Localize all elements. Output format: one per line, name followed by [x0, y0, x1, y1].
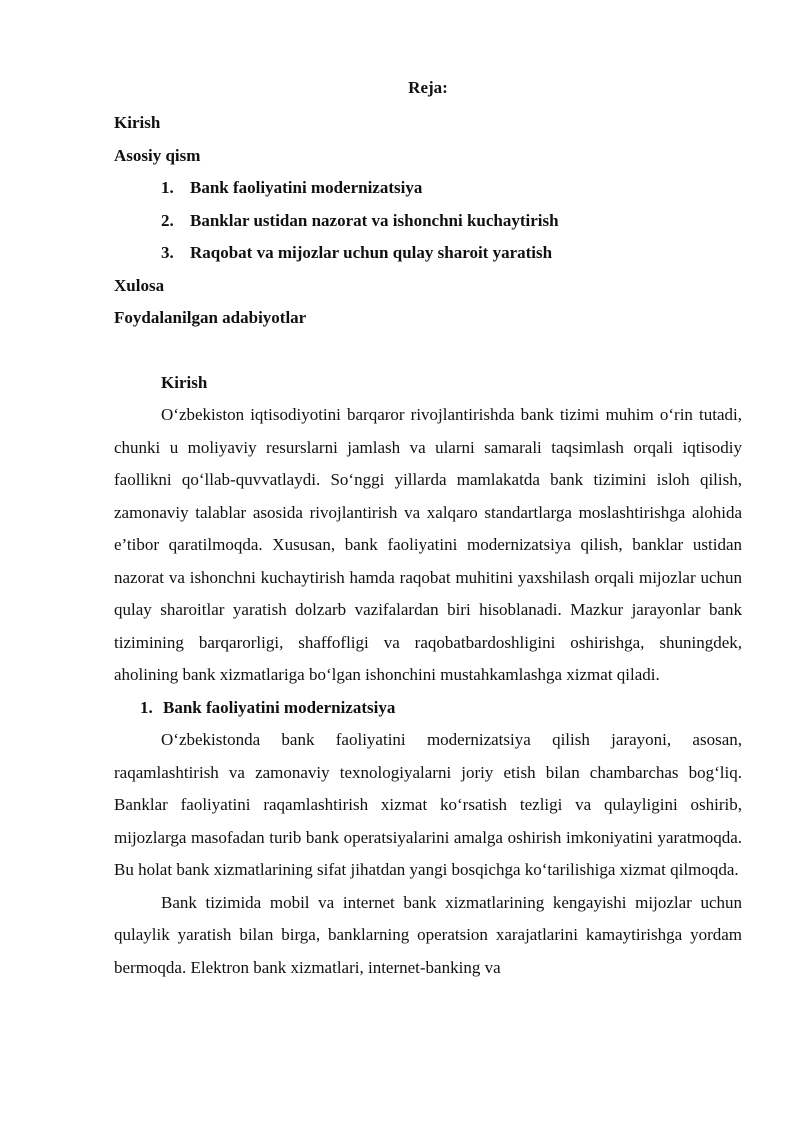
section-1-paragraph-2: Bank tizimida mobil va internet bank xizmatlarining kengayishi mijozlar uchun qulaylik yaratish bilan birga, banklarning operatsion xarajatlarini kamaytirishga yordam bermoqda. Elektron bank xizmatlari, internet-banking va — [114, 892, 742, 977]
plan-title: Reja: — [408, 78, 448, 97]
plan-item-label: Bank faoliyatini modernizatsiya — [190, 178, 423, 197]
plan-item — [114, 237, 742, 270]
plan-item — [114, 205, 742, 238]
plan-item — [114, 172, 742, 205]
plan-item-number: 1. — [161, 178, 174, 197]
plan-conclusion: Xulosa — [114, 275, 165, 295]
intro-heading: Kirish — [161, 372, 208, 392]
plan-item-label: Raqobat va mijozlar uchun qulay sharoit yaratish — [190, 243, 553, 262]
plan-intro: Kirish — [114, 113, 161, 132]
section-1-number: 1. — [140, 697, 153, 717]
plan-item-number: 3. — [161, 243, 174, 262]
plan-references: Foydalanilgan adabiyotlar — [114, 308, 307, 327]
section-1-paragraph-1: O‘zbekistonda bank faoliyatini modernizatsiya qilish jarayoni, asosan, raqamlashtirish va zamonaviy texnologiyalarni joriy etish bilan chambarchas bog‘liq. Banklar faoliyatini raqamlashtirish xizmat ko‘rsatish tezligi va qulayligini oshirib, mijozlarga masofadan turib bank operatsiyalarini amalga oshirish imkoniyatini yaratmoqda. Bu holat bank xizmatlarining sifat jihatdan yangi bosqichga ko‘tarilishiga xizmat qilmoqda. — [114, 730, 742, 879]
intro-paragraph: O‘zbekiston iqtisodiyotini barqaror rivojlantirishda bank tizimi muhim o‘rin tutadi, chunki u moliyaviy resurslarni jamlash va ularni samarali taqsimlash orqali iqtisodiy faollikni qo‘llab-quvvatlaydi. So‘nggi yillarda mamlakatda bank tizimini isloh qilish, zamonaviy talablar asosida rivojlantirish va xalqaro standartlarga moslashtirishga alohida e’tibor qaratilmoqda. Xususan, bank faoliyatini modernizatsiya qilish, banklar ustidan nazorat va ishonchni kuchaytirish hamda raqobat muhitini yaxshilash orqali mijozlar uchun qulay sharoitlar yaratish dolzarb vazifalardan biri hisoblanadi. Mazkur jarayonlar bank tizimining barqarorligi, shaffofligi va raqobatbardoshligini oshirishga, shuningdek, aholining bank xizmatlariga bo‘lgan ishonchini mustahkamlashga xizmat qiladi. — [114, 405, 742, 684]
section-spacer — [114, 335, 742, 367]
plan-main-part: Asosiy qism — [114, 145, 201, 165]
section-1-title: Bank faoliyatini modernizatsiya — [163, 697, 396, 717]
document-page — [114, 75, 742, 984]
plan-item-label: Banklar ustidan nazorat va ishonchni kuchaytirish — [190, 210, 559, 230]
section-1-heading — [114, 692, 742, 725]
plan-item-number: 2. — [161, 210, 174, 230]
